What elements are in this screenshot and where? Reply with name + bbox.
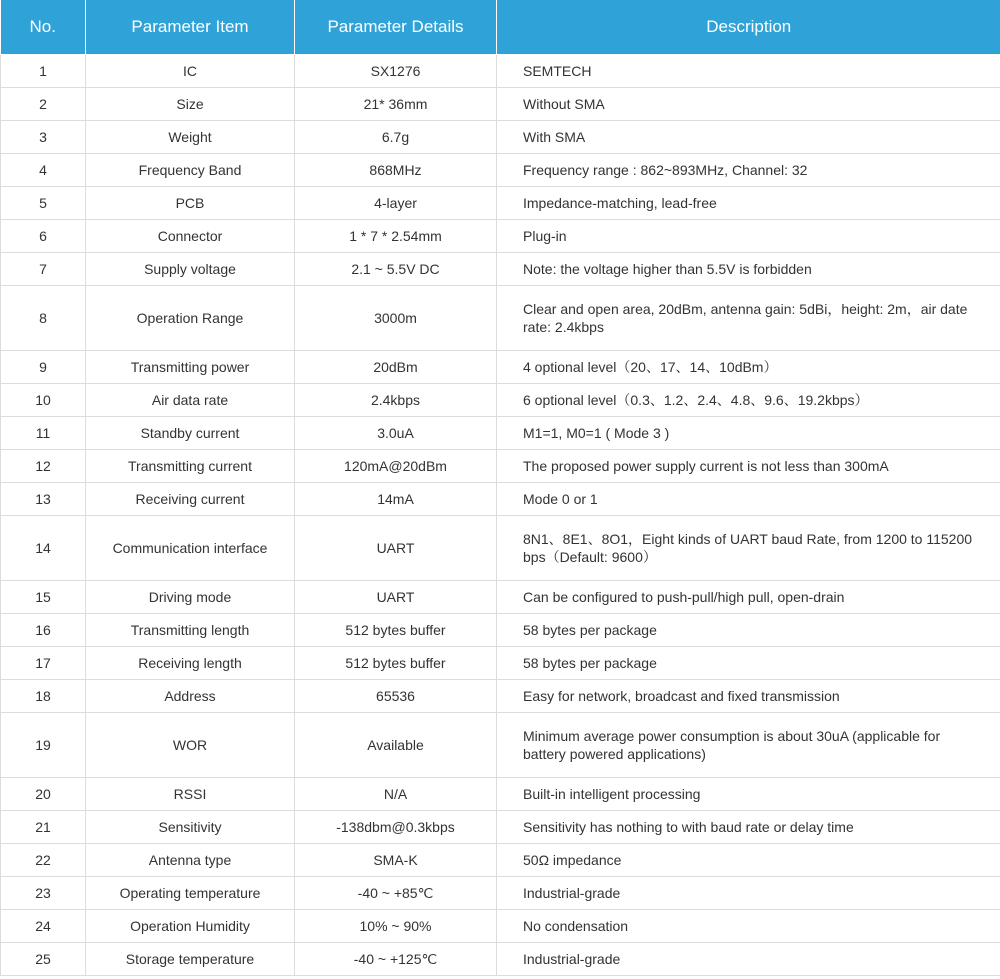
cell-parameter-item: Weight	[86, 121, 295, 154]
table-row	[1, 614, 1000, 647]
cell-description: Easy for network, broadcast and fixed transmission	[497, 680, 1000, 713]
cell-parameter-details: 6.7g	[295, 121, 497, 154]
table-row	[1, 713, 1000, 778]
cell-parameter-item: Transmitting power	[86, 351, 295, 384]
cell-parameter-details: UART	[295, 516, 497, 581]
table-row	[1, 811, 1000, 844]
table-row	[1, 877, 1000, 910]
cell-description: Can be configured to push-pull/high pull, open-drain	[497, 581, 1000, 614]
cell-description: M1=1, M0=1 ( Mode 3 )	[497, 417, 1000, 450]
cell-parameter-details: 1 * 7 * 2.54mm	[295, 220, 497, 253]
cell-description: Without SMA	[497, 88, 1000, 121]
cell-no: 24	[1, 910, 86, 943]
cell-no: 12	[1, 450, 86, 483]
cell-no: 4	[1, 154, 86, 187]
cell-no: 21	[1, 811, 86, 844]
table-row	[1, 351, 1000, 384]
cell-description: SEMTECH	[497, 55, 1000, 88]
table-row	[1, 121, 1000, 154]
cell-description: Minimum average power consumption is about 30uA (applicable for battery powered applications)	[497, 713, 1000, 778]
cell-description: Sensitivity has nothing to with baud rate or delay time	[497, 811, 1000, 844]
cell-parameter-item: Operation Range	[86, 286, 295, 351]
cell-parameter-details: 10% ~ 90%	[295, 910, 497, 943]
cell-parameter-item: Receiving current	[86, 483, 295, 516]
cell-parameter-item: Standby current	[86, 417, 295, 450]
table-row	[1, 943, 1000, 976]
cell-parameter-details: 65536	[295, 680, 497, 713]
cell-no: 8	[1, 286, 86, 351]
cell-no: 3	[1, 121, 86, 154]
table-row	[1, 88, 1000, 121]
cell-parameter-details: 4-layer	[295, 187, 497, 220]
cell-no: 19	[1, 713, 86, 778]
cell-parameter-details: 868MHz	[295, 154, 497, 187]
cell-no: 23	[1, 877, 86, 910]
cell-parameter-details: 2.4kbps	[295, 384, 497, 417]
cell-parameter-details: 3000m	[295, 286, 497, 351]
cell-parameter-details: SX1276	[295, 55, 497, 88]
cell-description: Industrial-grade	[497, 943, 1000, 976]
header-description: Description	[497, 0, 1000, 55]
cell-parameter-item: Connector	[86, 220, 295, 253]
cell-description: With SMA	[497, 121, 1000, 154]
cell-parameter-item: Communication interface	[86, 516, 295, 581]
cell-parameter-item: Driving mode	[86, 581, 295, 614]
cell-parameter-item: Transmitting current	[86, 450, 295, 483]
cell-description: No condensation	[497, 910, 1000, 943]
cell-parameter-details: 120mA@20dBm	[295, 450, 497, 483]
cell-no: 5	[1, 187, 86, 220]
table-row	[1, 417, 1000, 450]
cell-parameter-details: 3.0uA	[295, 417, 497, 450]
cell-no: 17	[1, 647, 86, 680]
table-row	[1, 647, 1000, 680]
cell-description: Mode 0 or 1	[497, 483, 1000, 516]
cell-parameter-item: Frequency Band	[86, 154, 295, 187]
cell-description: 50Ω impedance	[497, 844, 1000, 877]
cell-parameter-details: 20dBm	[295, 351, 497, 384]
cell-description: Built-in intelligent processing	[497, 778, 1000, 811]
cell-parameter-item: IC	[86, 55, 295, 88]
header-parameter-item: Parameter Item	[86, 0, 295, 55]
cell-parameter-item: RSSI	[86, 778, 295, 811]
table-row	[1, 286, 1000, 351]
table-row	[1, 680, 1000, 713]
cell-no: 20	[1, 778, 86, 811]
cell-description: Frequency range : 862~893MHz, Channel: 32	[497, 154, 1000, 187]
cell-parameter-details: N/A	[295, 778, 497, 811]
cell-parameter-details: -40 ~ +85℃	[295, 877, 497, 910]
cell-no: 25	[1, 943, 86, 976]
table-row	[1, 384, 1000, 417]
cell-parameter-item: Size	[86, 88, 295, 121]
cell-parameter-item: WOR	[86, 713, 295, 778]
cell-parameter-item: Supply voltage	[86, 253, 295, 286]
cell-description: 6 optional level（0.3、1.2、2.4、4.8、9.6、19.2kbps）	[497, 384, 1000, 417]
cell-no: 10	[1, 384, 86, 417]
table-header	[1, 0, 1000, 55]
cell-description: 58 bytes per package	[497, 647, 1000, 680]
cell-no: 1	[1, 55, 86, 88]
cell-parameter-item: Sensitivity	[86, 811, 295, 844]
header-parameter-details: Parameter Details	[295, 0, 497, 55]
cell-parameter-details: 512 bytes buffer	[295, 647, 497, 680]
cell-no: 6	[1, 220, 86, 253]
cell-no: 7	[1, 253, 86, 286]
cell-parameter-details: 14mA	[295, 483, 497, 516]
table-row	[1, 55, 1000, 88]
cell-description: Clear and open area, 20dBm, antenna gain: 5dBi，height: 2m，air date rate: 2.4kbps	[497, 286, 1000, 351]
table-row	[1, 450, 1000, 483]
table-row	[1, 516, 1000, 581]
table-row	[1, 220, 1000, 253]
cell-parameter-details: -40 ~ +125℃	[295, 943, 497, 976]
cell-parameter-item: Operating temperature	[86, 877, 295, 910]
header-row	[1, 0, 1000, 55]
cell-parameter-details: SMA-K	[295, 844, 497, 877]
cell-no: 22	[1, 844, 86, 877]
cell-no: 13	[1, 483, 86, 516]
table-row	[1, 154, 1000, 187]
cell-no: 15	[1, 581, 86, 614]
cell-parameter-item: PCB	[86, 187, 295, 220]
cell-parameter-details: -138dbm@0.3kbps	[295, 811, 497, 844]
cell-parameter-item: Transmitting length	[86, 614, 295, 647]
cell-no: 2	[1, 88, 86, 121]
cell-description: 8N1、8E1、8O1，Eight kinds of UART baud Rate, from 1200 to 115200 bps（Default: 9600）	[497, 516, 1000, 581]
cell-no: 18	[1, 680, 86, 713]
table-row	[1, 253, 1000, 286]
cell-description: Industrial-grade	[497, 877, 1000, 910]
cell-description: 4 optional level（20、17、14、10dBm）	[497, 351, 1000, 384]
cell-parameter-details: 2.1 ~ 5.5V DC	[295, 253, 497, 286]
cell-parameter-item: Receiving length	[86, 647, 295, 680]
cell-parameter-item: Operation Humidity	[86, 910, 295, 943]
cell-no: 11	[1, 417, 86, 450]
cell-no: 14	[1, 516, 86, 581]
cell-parameter-item: Air data rate	[86, 384, 295, 417]
table-row	[1, 910, 1000, 943]
cell-parameter-item: Address	[86, 680, 295, 713]
table-row	[1, 483, 1000, 516]
table-row	[1, 844, 1000, 877]
cell-parameter-item: Storage temperature	[86, 943, 295, 976]
cell-description: 58 bytes per package	[497, 614, 1000, 647]
table-row	[1, 187, 1000, 220]
cell-parameter-details: 512 bytes buffer	[295, 614, 497, 647]
table-body	[1, 55, 1000, 976]
cell-description: The proposed power supply current is not less than 300mA	[497, 450, 1000, 483]
cell-parameter-details: UART	[295, 581, 497, 614]
cell-parameter-details: 21* 36mm	[295, 88, 497, 121]
header-no: No.	[1, 0, 86, 55]
cell-description: Impedance-matching, lead-free	[497, 187, 1000, 220]
cell-description: Plug-in	[497, 220, 1000, 253]
cell-parameter-details: Available	[295, 713, 497, 778]
cell-description: Note: the voltage higher than 5.5V is forbidden	[497, 253, 1000, 286]
cell-parameter-item: Antenna type	[86, 844, 295, 877]
cell-no: 9	[1, 351, 86, 384]
table-row	[1, 778, 1000, 811]
table-row	[1, 581, 1000, 614]
cell-no: 16	[1, 614, 86, 647]
